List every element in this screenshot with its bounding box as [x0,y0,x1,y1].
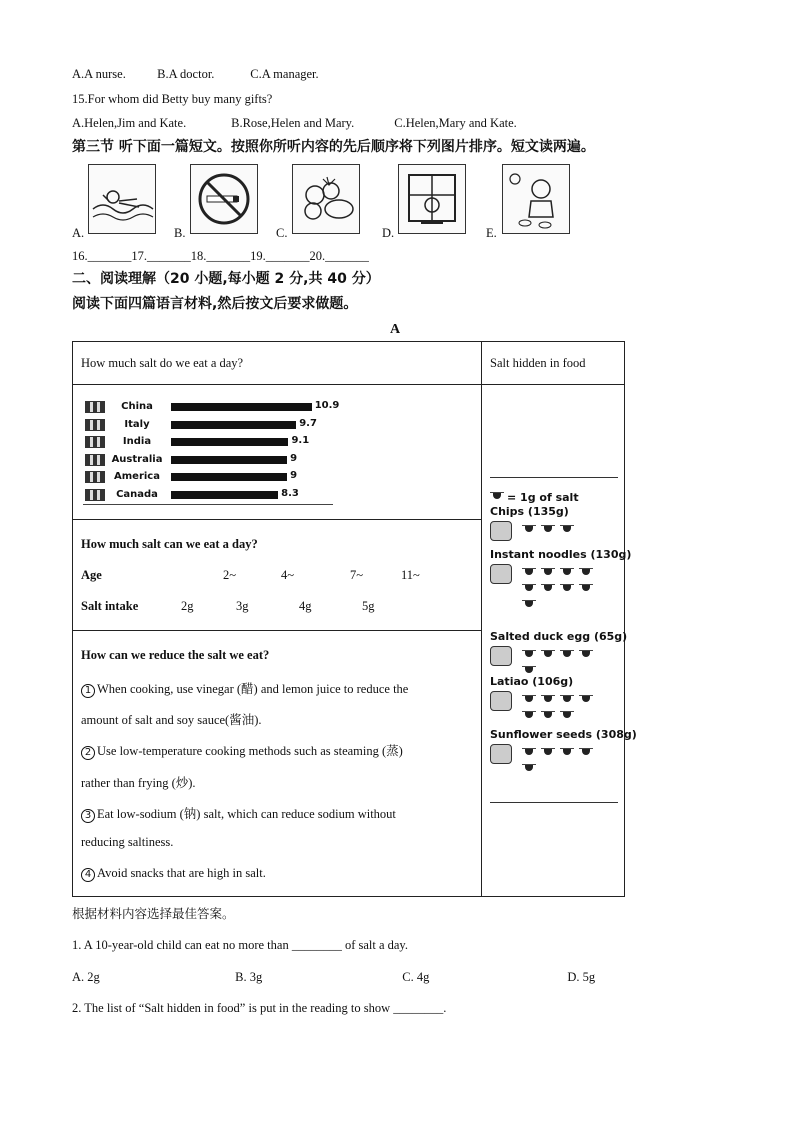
china-flag-icon [85,401,105,413]
bar-india [171,438,288,446]
bar-value-canada: 8.3 [281,488,299,499]
salt-spoon-icon [522,695,536,704]
no-smoking-picture [190,164,258,234]
salt-spoon-icon [541,525,555,534]
salt-spoon-icon [522,711,536,720]
bar-value-america: 9 [290,470,298,482]
bar-row-india [85,435,335,449]
canada-flag-icon [85,489,105,501]
age-2: 2~ [223,568,237,582]
q1-question: 1. A 10-year-old child can eat no more than ________ of salt a day. [72,938,408,952]
part2-instruction: 阅读下面四篇语言材料,然后按文后要求做题。 [72,296,358,312]
bar-row-canada [85,488,335,502]
salt-spoon-icon [560,695,574,704]
salt-info-table [72,341,637,897]
salt-food-icon-1 [490,521,512,541]
q1-option-a: A. 2g [72,970,100,984]
bar-row-italy [85,418,335,432]
salt-spoon-icon [579,695,593,704]
bar-label-canada: Canada [116,489,158,500]
fruit-basket-picture [292,164,360,234]
bar-australia [171,456,287,464]
salt-spoon-icon [522,748,536,757]
tip-2: 2 Use low-temperature cooking methods such as steaming (蒸) [81,741,403,760]
bar-value-australia: 9 [290,452,298,464]
bar-china [171,403,312,411]
salt-spoon-icon [541,711,555,720]
section3-title: 第三节 听下面一篇短文。按照你所听内容的先后顺序将下列图片排序。短文读两遍。 [72,139,595,155]
salt-spoon-icon [522,600,536,609]
salt-food-name-2: Instant noodles (130g) [490,548,632,561]
salt-spoon-icon [541,695,555,704]
q1-option-d: D. 5g [567,970,596,984]
age-4: 4~ [281,568,295,582]
bar-label-australia: Australia [111,453,163,465]
salt-spoon-icon [560,568,574,577]
salt-food-panel [482,385,637,896]
q14-options [72,66,319,82]
italy-flag-icon [85,419,105,431]
salt-spoon-icon [541,650,555,659]
tip-number-4: 4 [81,868,95,882]
tip-3-cont: reducing saltiness. [81,835,174,849]
salt-5g: 5g [362,599,375,613]
passage-label: A [390,322,401,337]
picture-label-a: A. [72,226,85,240]
salt-food-icon-3 [490,646,512,666]
salt-food-name-1: Chips (135g) [490,505,569,518]
salt-spoon-icon [579,584,593,593]
picture-label-b: B. [174,226,186,240]
salt-spoon-icon [560,650,574,659]
intake-heading: How much salt can we eat a day? [81,537,258,551]
bar-label-america: America [114,471,160,483]
salt-2g: 2g [181,599,194,613]
tip-number-1: 1 [81,684,95,698]
tip-3: 3 Eat low-sodium (钠) salt, which can reduce sodium without [81,804,396,823]
tip-1: 1 When cooking, use vinegar (醋) and lemon juice to reduce the [81,679,408,698]
bar-value-china: 10.9 [314,400,340,411]
bar-row-america [85,470,335,484]
salt-food-icon-2 [490,564,512,584]
bar-label-india: India [122,436,152,448]
salt-spoon-icon [560,525,574,534]
boy-at-window-picture [398,164,466,234]
salt-spoon-icon [541,568,555,577]
salt-spoon-icon [560,748,574,757]
age-7: 7~ [350,568,364,582]
bar-america [171,473,287,481]
picture-label-d: D. [382,226,395,240]
salt-legend: = 1g of salt [490,491,579,504]
salt-3g: 3g [236,599,249,613]
boy-eating-picture [502,164,570,234]
q15-option-b: B.Rose,Helen and Mary. [231,116,355,130]
salt-spoon-icon [522,525,536,534]
bar-canada [171,491,278,499]
tip-number-3: 3 [81,809,95,823]
salt-food-icon-4 [490,691,512,711]
q15-option-a: A.Helen,Jim and Kate. [72,116,187,130]
tip-4: 4 Avoid snacks that are high in salt. [81,866,266,882]
picture-options [72,164,592,240]
salt-intake-label: Salt intake [81,599,139,613]
picture-label-e: E. [486,226,497,240]
bar-value-italy: 9.7 [299,417,317,429]
america-flag-icon [85,471,105,483]
bar-label-italy: Italy [124,418,150,430]
table-header-right: Salt hidden in food [490,356,586,370]
q1-option-c: C. 4g [402,970,430,984]
q2-question: 2. The list of “Salt hidden in food” is put in the reading to show ________. [72,1001,447,1015]
age-11: 11~ [401,568,420,582]
india-flag-icon [85,436,105,448]
q14-option-a: A.A nurse. [72,67,126,81]
australia-flag-icon [85,454,105,466]
salt-spoon-icon [560,584,574,593]
tip-1-cont: amount of salt and soy sauce(酱油). [81,713,262,727]
salt-bar-chart [73,400,481,512]
salt-spoon-icon [579,568,593,577]
swimming-picture [88,164,156,234]
table-header-left: How much salt do we eat a day? [81,356,244,370]
part2-title: 二、阅读理解（20 小题,每小题 2 分,共 40 分） [72,271,380,287]
picture-label-c: C. [276,226,288,240]
tip-number-2: 2 [81,746,95,760]
salt-food-name-5: Sunflower seeds (308g) [490,728,637,741]
tip-2-cont: rather than frying (炒). [81,776,196,790]
salt-spoon-icon [541,748,555,757]
salt-spoon-icon [541,584,555,593]
salt-4g: 4g [299,599,312,613]
q14-option-c: C.A manager. [250,67,319,81]
bar-row-australia [85,453,335,467]
q1-options [72,969,595,985]
salt-food-name-3: Salted duck egg (65g) [490,630,628,643]
salt-spoon-icon [522,568,536,577]
salt-spoon-icon [579,748,593,757]
salt-spoon-icon [522,584,536,593]
q15-options [72,115,517,131]
salt-spoon-icon [490,492,504,501]
q15-question: 15.For whom did Betty buy many gifts? [72,92,273,106]
instruction-cn: 根据材料内容选择最佳答案。 [72,906,235,921]
q14-option-b: B.A doctor. [157,67,215,81]
bar-italy [171,421,296,429]
salt-spoon-icon [522,666,536,675]
salt-food-icon-5 [490,744,512,764]
salt-spoon-icon [522,764,536,773]
bar-value-india: 9.1 [291,435,310,447]
q15-option-c: C.Helen,Mary and Kate. [394,116,517,130]
salt-spoon-icon [522,650,536,659]
salt-spoon-icon [560,711,574,720]
bar-label-china: China [121,401,153,412]
answer-blanks: 16._______17._______18._______19._______20._______ [72,249,369,263]
bar-row-china [85,400,340,414]
q1-option-b: B. 3g [235,970,263,984]
reduce-heading: How can we reduce the salt we eat? [81,648,270,662]
salt-food-name-4: Latiao (106g) [490,675,574,688]
age-label: Age [81,568,102,582]
salt-spoon-icon [579,650,593,659]
